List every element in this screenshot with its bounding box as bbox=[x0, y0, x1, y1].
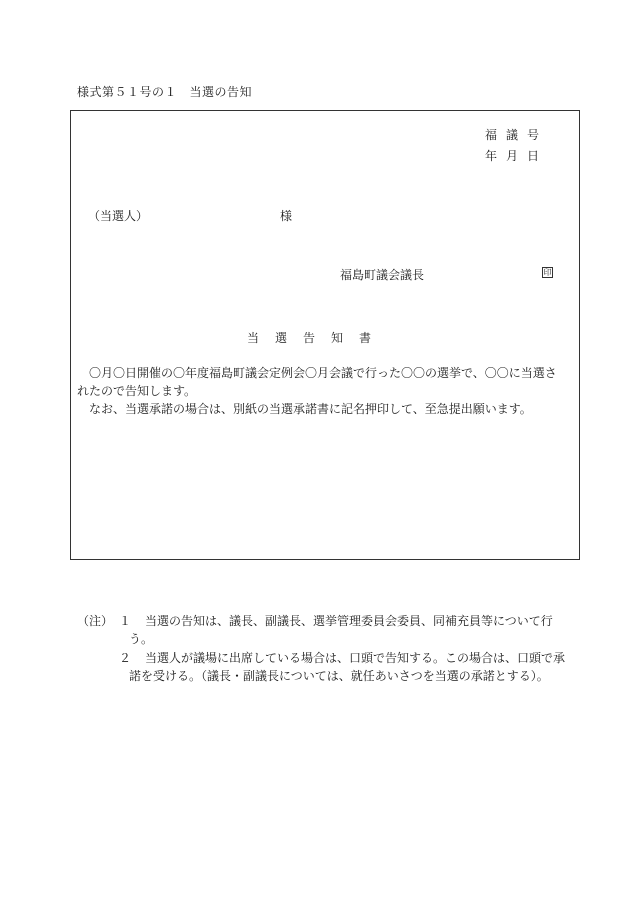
note-text: 当選人が議場に出席している場合は、口頭で告知する。この場合は、口頭で承諾を受ける。（議長・副議長については、就任あいさつを当選の承諾とする）。 bbox=[129, 651, 566, 683]
note-item bbox=[77, 612, 567, 648]
note-item bbox=[77, 649, 567, 685]
notes-label: （注） bbox=[77, 614, 114, 628]
document-number: 福議号 bbox=[485, 128, 549, 142]
document-heading: 当選告知書 bbox=[247, 331, 388, 345]
note-number: １ bbox=[119, 614, 132, 628]
notes-section bbox=[77, 612, 567, 685]
recipient-honorific: 様 bbox=[280, 209, 293, 223]
seal-mark-icon: 印 bbox=[543, 268, 552, 277]
note-number: ２ bbox=[119, 651, 132, 665]
form-title: 様式第５１号の１ 当選の告知 bbox=[77, 85, 253, 99]
document-date: 年月日 bbox=[485, 149, 549, 163]
notice-paragraph: なお、当選承諾の場合は、別紙の当選承諾書に記名押印して、至急提出願います。 bbox=[89, 402, 532, 416]
notice-paragraph: 〇月〇日開催の〇年度福島町議会定例会〇月会議で行った〇〇の選挙で、〇〇に当選されたので告知します。 bbox=[77, 366, 557, 398]
recipient-label: （当選人） bbox=[88, 209, 149, 223]
note-text: 当選の告知は、議長、副議長、選挙管理委員会委員、同補充員等について行う。 bbox=[129, 614, 553, 646]
issuer-title: 福島町議会議長 bbox=[340, 268, 425, 282]
